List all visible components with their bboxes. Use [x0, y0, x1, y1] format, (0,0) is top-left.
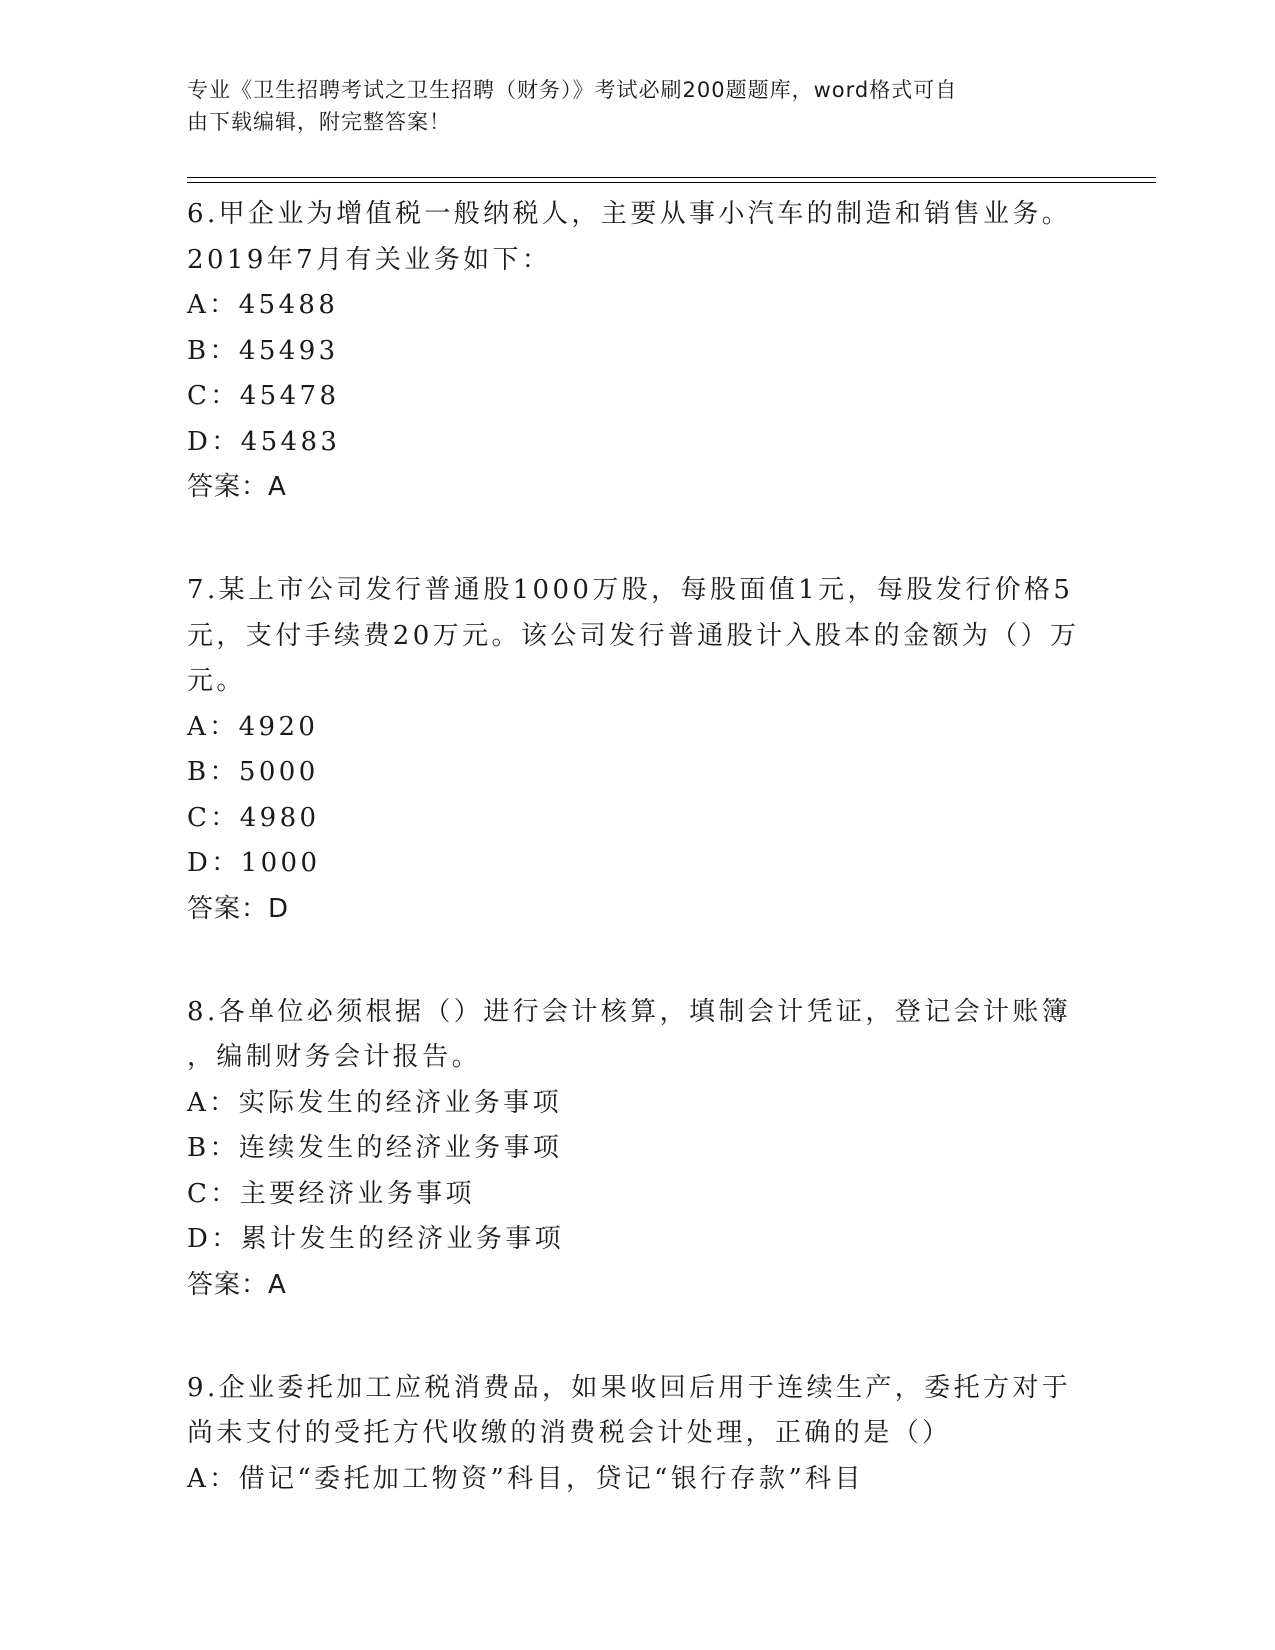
header-line-1: 专业《卫生招聘考试之卫生招聘（财务）》考试必刷200题题库，word格式可自 [187, 78, 958, 102]
question-text-line: 2019年7月有关业务如下： [187, 244, 552, 275]
header-line-2: 由下载编辑，附完整答案！ [187, 110, 451, 134]
question-8 [187, 990, 1087, 1308]
header-divider-top [187, 177, 1156, 178]
document-header [187, 74, 1067, 138]
option-c: C：45478 [187, 381, 340, 411]
question-7 [187, 568, 1087, 932]
option-c: C：主要经济业务事项 [187, 1178, 475, 1209]
header-divider-bottom [187, 182, 1156, 183]
question-9 [187, 1366, 1087, 1503]
option-a: A：借记“委托加工物资”科目，贷记“银行存款”科目 [187, 1463, 864, 1494]
option-d: D：1000 [187, 848, 321, 878]
option-d: D：45483 [187, 426, 341, 457]
question-text-line: 8.各单位必须根据（）进行会计核算，填制会计凭证，登记会计账簿 [187, 996, 1072, 1027]
question-text-line: 元。 [187, 666, 246, 696]
option-a: A：实际发生的经济业务事项 [187, 1087, 562, 1118]
question-list [187, 192, 1087, 1560]
option-a: A：4920 [187, 711, 319, 742]
answer-line: 答案：A [187, 1269, 287, 1300]
answer-line: 答案：A [187, 472, 287, 502]
question-text-line: 6.甲企业为增值税一般纳税人，主要从事小汽车的制造和销售业务。 [187, 199, 1072, 229]
answer-line: 答案：D [187, 893, 290, 924]
question-text-line: 尚未支付的受托方代收缴的消费税会计处理，正确的是（） [187, 1418, 952, 1448]
question-6 [187, 192, 1087, 510]
option-b: B：连续发生的经济业务事项 [187, 1133, 563, 1163]
option-a: A：45488 [187, 290, 339, 320]
option-b: B：45493 [187, 335, 339, 366]
option-c: C：4980 [187, 802, 320, 833]
question-text-line: 元，支付手续费20万元。该公司发行普通股计入股本的金额为（）万 [187, 620, 1080, 651]
question-text-line: ，编制财务会计报告。 [187, 1042, 482, 1072]
option-b: B：5000 [187, 757, 319, 787]
question-text-line: 7.某上市公司发行普通股1000万股，每股面值1元，每股发行价格5 [187, 575, 1074, 605]
option-d: D：累计发生的经济业务事项 [187, 1224, 565, 1254]
question-text-line: 9.企业委托加工应税消费品，如果收回后用于连续生产，委托方对于 [187, 1372, 1072, 1403]
